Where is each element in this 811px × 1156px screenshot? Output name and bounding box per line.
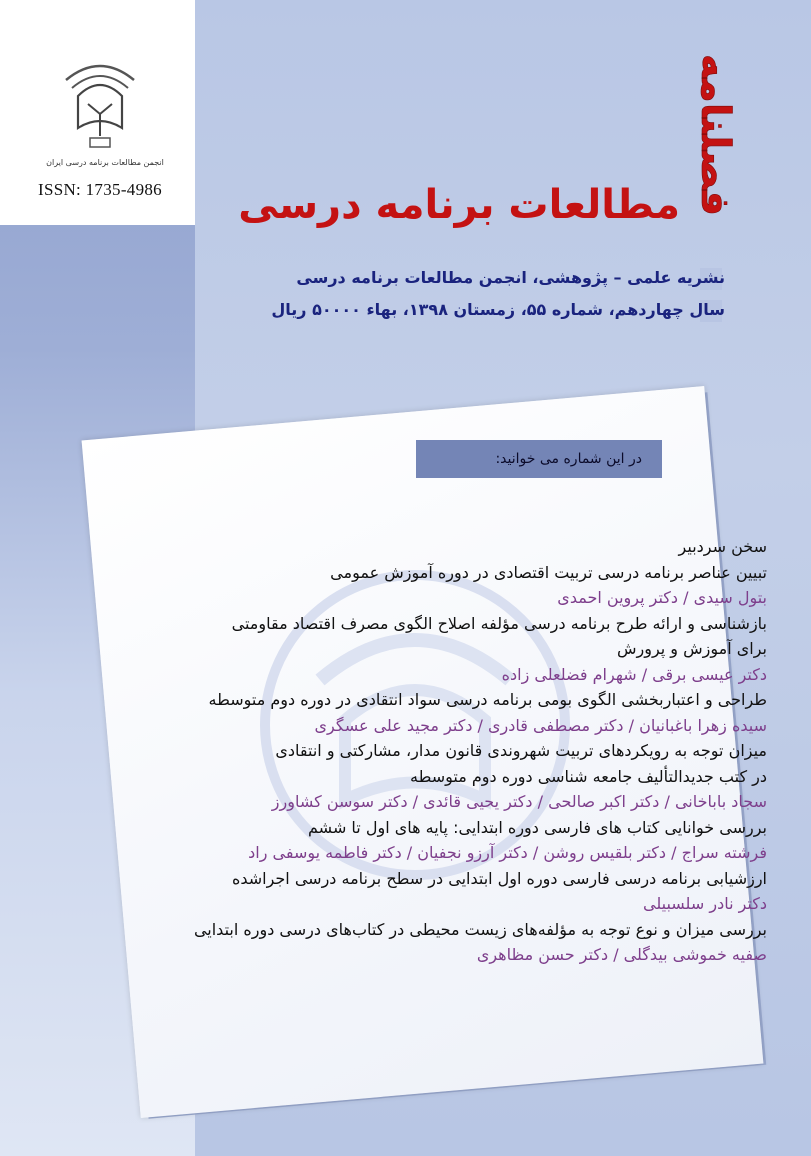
toc-title-line: بازشناسی و ارائه طرح برنامه درسی مؤلفه اصلاح الگوی مصرف اقتصاد مقاومتی: [231, 613, 767, 633]
journal-title: مطالعات برنامه درسی: [238, 182, 680, 228]
toc-author-line: دکتر نادر سلسبیلی: [642, 894, 767, 913]
logo-caption: انجمن مطالعات برنامه درسی ایران: [46, 158, 164, 167]
fasl-name-text: فصلنامه: [692, 53, 738, 217]
toc-title-line: تبیین عناصر برنامه درسی تربیت اقتصادی در دوره آموزش عمومی: [330, 562, 767, 582]
toc-title-line: در کتب جدیدالتألیف جامعه شناسی دوره دوم متوسطه: [409, 766, 767, 786]
toc-title-line: بررسی خوانایی کتاب های فارسی دوره ابتدایی: پایه های اول تا ششم: [308, 817, 767, 837]
issue-info: سال چهاردهم، شماره ۵۵، زمستان ۱۳۹۸، بهاء ۵۰۰۰۰ ریال: [271, 300, 725, 319]
toc-title-line: طراحی و اعتباربخشی الگوی بومی برنامه درسی سواد انتقادی در دوره دوم متوسطه: [208, 690, 767, 709]
journal-subtitle: نشریه علمی – پژوهشی، انجمن مطالعات برنامه درسی: [296, 268, 725, 287]
toc-author-line: بتول سیدی / دکتر پروین احمدی: [557, 588, 767, 607]
toc-author-line: سجاد باباخانی / دکتر اکبر صالحی / دکتر یحیی قائدی / دکتر سوسن کشاورز: [271, 792, 767, 811]
issn-number: ISSN: 1735-4986: [38, 180, 162, 199]
toc-title-line: سخن سردبیر: [678, 537, 767, 556]
toc-title-line: برای آموزش و پرورش: [616, 639, 767, 658]
in-this-issue-banner: در این شماره می خوانید:: [416, 440, 662, 478]
association-logo-icon: [60, 58, 140, 153]
toc-title-line: میزان توجه به رویکردهای تربیت شهروندی قانون مدار، مشارکتی و انتقادی: [275, 741, 767, 760]
toc-author-line: سیده زهرا باغبانیان / دکتر مصطفی قادری / دکتر مجید علی عسگری: [314, 715, 767, 735]
toc-author-line: صفیه خموشی بیدگلی / دکتر حسن مظاهری: [476, 945, 767, 964]
fasl-name-calligraphy: [672, 40, 738, 230]
toc-title-line: بررسی میزان و نوع توجه به مؤلفه‌های زیست محیطی در کتاب‌های درسی دوره ابتدایی: [193, 919, 767, 939]
toc-author-line: فرشته سراج / دکتر بلقیس روشن / دکتر آرزو نجفیان / دکتر فاطمه یوسفی راد: [248, 843, 767, 862]
table-of-contents: [27, 534, 767, 968]
logo-panel: [0, 0, 195, 225]
toc-author-line: دکتر عیسی برقی / شهرام فضلعلی زاده: [501, 664, 767, 684]
toc-title-line: ارزشیابی برنامه درسی فارسی دوره اول ابتدایی در سطح برنامه درسی اجراشده: [231, 868, 767, 888]
